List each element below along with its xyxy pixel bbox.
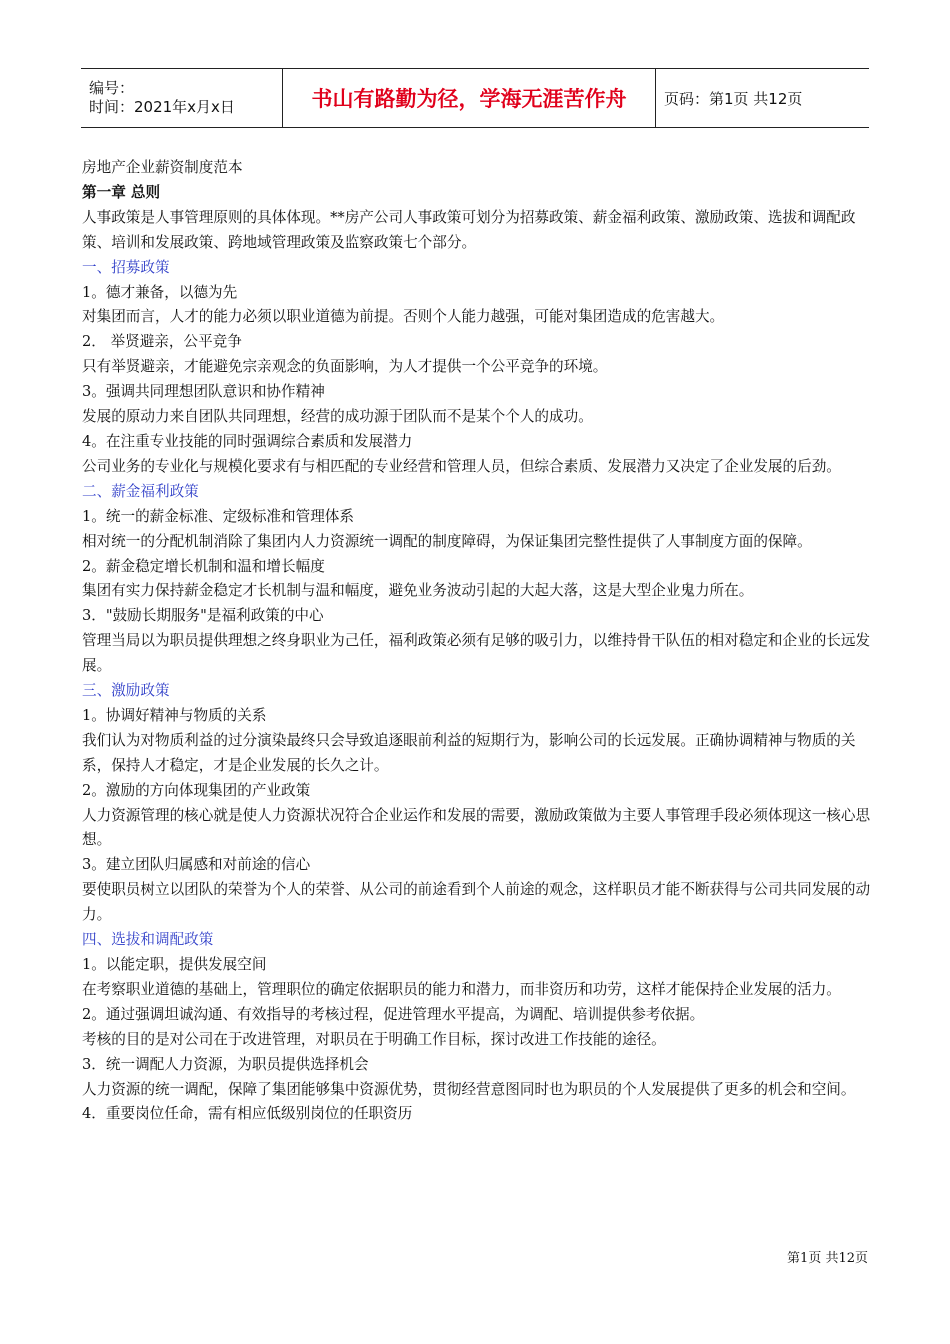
paragraph: 2。激励的方向体现集团的产业政策 [82,781,311,799]
paragraph: 2。薪金稳定增长机制和温和增长幅度 [82,557,325,575]
paragraph: 3．统一调配人力资源，为职员提供选择机会 [82,1055,369,1073]
paragraph: 人事政策是人事管理原则的具体体现。**房产公司人事政策可划分为招募政策、薪金福利政策、激励政策、选拔和调配政策、培训和发展政策、跨地域管理政策及监察政策七个部分。 [82,208,856,251]
paragraph: 1。协调好精神与物质的关系 [82,706,267,724]
paragraph: 4．重要岗位任命，需有相应低级别岗位的任职资历 [82,1105,413,1123]
paragraph-list [82,206,872,1128]
paragraph: 管理当局以为职员提供理想之终身职业为己任，福利政策必须有足够的吸引力，以维持骨干队伍的相对稳定和企业的长远发展。 [82,632,871,675]
paragraph: 要使职员树立以团队的荣誉为个人的荣誉、从公司的前途看到个人前途的观念，这样职员才能不断获得与公司共同发展的动力。 [82,881,871,924]
paragraph: 在考察职业道德的基础上，管理职位的确定依据职员的能力和潜力，而非资历和功劳，这样才能保持企业发展的活力。 [82,980,841,998]
paragraph: 发展的原动力来自团队共同理想，经营的成功源于团队而不是某个个人的成功。 [82,408,593,426]
section-heading: 四、选拔和调配政策 [82,931,214,949]
paragraph: 只有举贤避亲，才能避免宗亲观念的负面影响，为人才提供一个公平竞争的环境。 [82,358,608,376]
paragraph: 3。强调共同理想团队意识和协作精神 [82,383,325,401]
paragraph: 我们认为对物质利益的过分演染最终只会导致追逐眼前利益的短期行为，影响公司的长远发展。正确协调精神与物质的关系，保持人才稳定，才是企业发展的长久之计。 [82,731,856,774]
paragraph: 3．"鼓励长期服务"是福利政策的中心 [82,607,324,625]
section-heading: 二、薪金福利政策 [82,482,199,500]
header-page-label: 页码：第1页 共12页 [664,89,803,108]
paragraph: 相对统一的分配机制消除了集团内人力资源统一调配的制度障碍，为保证集团完整性提供了人事制度方面的保障。 [82,532,812,550]
page-header [81,68,869,128]
chapter-heading: 第一章 总则 [82,183,161,201]
paragraph: 公司业务的专业化与规模化要求有与相匹配的专业经营和管理人员，但综合素质、发展潜力又决定了企业发展的后劲。 [82,457,841,475]
paragraph: 2。通过强调坦诚沟通、有效指导的考核过程，促进管理水平提高，为调配、培训提供参考依据。 [82,1005,705,1023]
paragraph: 1。德才兼备，以德为先 [82,283,238,301]
paragraph: 人力资源管理的核心就是使人力资源状况符合企业运作和发展的需要，激励政策做为主要人事管理手段必须体现这一核心思想。 [82,806,871,849]
document-title: 房地产企业薪资制度范本 [82,159,243,176]
paragraph: 对集团而言，人才的能力必须以职业道德为前提。否则个人能力越强，可能对集团造成的危害越大。 [82,308,725,326]
paragraph: 1。统一的薪金标准、定级标准和管理体系 [82,507,354,525]
time-label: 时间：2021年x月x日 [89,98,235,116]
section-heading: 一、招募政策 [82,258,170,276]
page-footer: 第1页 共12页 [787,1251,868,1266]
paragraph: 4。在注重专业技能的同时强调综合素质和发展潜力 [82,432,413,450]
header-motto-cell [282,69,656,127]
paragraph: 2． 举贤避亲，公平竞争 [82,333,242,351]
document-body [82,156,872,1127]
header-info-cell [81,69,282,127]
paragraph: 人力资源的统一调配，保障了集团能够集中资源优势，贯彻经营意图同时也为职员的个人发展提供了更多的机会和空间。 [82,1080,856,1098]
motto-text: 书山有路勤为径，学海无涯苦作舟 [311,87,627,111]
paragraph: 集团有实力保持薪金稳定才长机制与温和幅度，避免业务波动引起的大起大落，这是大型企业鬼力所在。 [82,582,754,600]
paragraph: 3。建立团队归属感和对前途的信心 [82,856,311,874]
paragraph: 1。以能定职，提供发展空间 [82,956,267,973]
number-label: 编号： [89,79,135,97]
section-heading: 三、激励政策 [82,682,170,700]
header-page-cell [656,69,869,127]
paragraph: 考核的目的是对公司在于改进管理，对职员在于明确工作目标，探讨改进工作技能的途径。 [82,1030,666,1048]
